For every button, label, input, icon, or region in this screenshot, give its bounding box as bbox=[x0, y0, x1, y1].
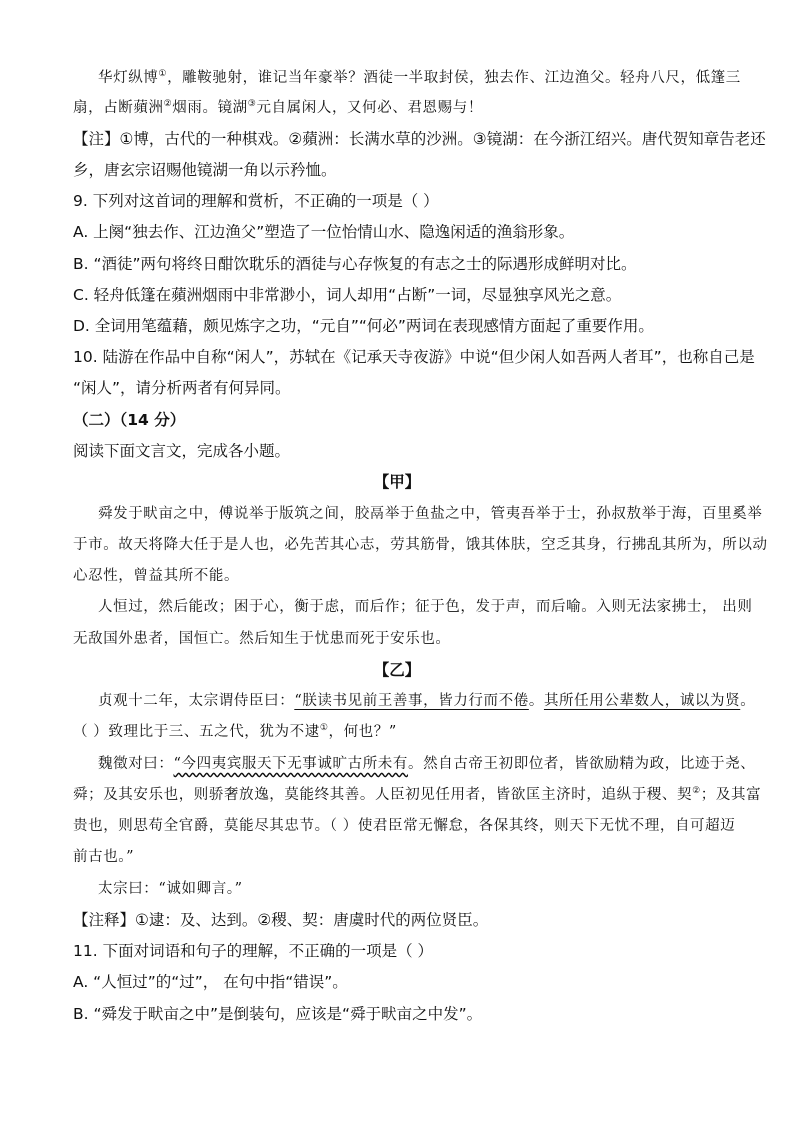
passage-jia-line: 无敌国外患者，国恒亡。然后知生于忧患而死于安乐也。 bbox=[73, 631, 451, 647]
question-11-option-a: A. “人恒过”的“过”， 在句中指“错误”。 bbox=[73, 973, 348, 991]
passage-text: （ ）致理比于三、五之代，犹为不逮 bbox=[73, 724, 320, 740]
question-9-option-a: A. 上阕“独去作、江边渔父”塑造了一位怡情山水、隐逸闲适的渔翁形象。 bbox=[73, 223, 575, 241]
section-2-title: （二）（14 分） bbox=[73, 411, 186, 429]
underlined-sentence: “朕读书见前王善事，皆力行而不倦 bbox=[294, 693, 529, 709]
passage-yi-title: 【乙】 bbox=[373, 661, 421, 679]
question-11-option-b: B. “舜发于畎亩之中”是倒装句，应该是“舜于畎亩之中发”。 bbox=[73, 1005, 483, 1023]
poem-note-line-2: 乡，唐玄宗诏赐他镜湖一角以示矜恤。 bbox=[73, 161, 337, 179]
poem-line-1 bbox=[98, 67, 758, 89]
question-9-option-c: C. 轻舟低篷在蘋洲烟雨中非常渺小，词人却用“占断”一词，尽显独享风光之意。 bbox=[73, 286, 622, 304]
wavy-underlined-sentence: “今四夷宾服天下无事诚旷古所未有 bbox=[173, 756, 409, 772]
passage-text: ；及其富 bbox=[700, 787, 762, 803]
question-9-option-d: D. 全词用笔蕴藉，颇见炼字之功，“元自”“何必”两词在表现感情方面起了重要作用。 bbox=[73, 317, 654, 335]
passage-text: ，何也？” bbox=[328, 724, 397, 740]
passage-text: 。 bbox=[740, 693, 756, 709]
question-9-option-b: B. “酒徒”两句将终日酣饮耽乐的酒徒与心存恢复的有志之士的际遇形成鲜明对比。 bbox=[73, 255, 637, 273]
poem-text: 元自属闲人，又何必、君恩赐与！ bbox=[256, 100, 483, 116]
question-10-line-1: 10. 陆游在作品中自称“闲人”，苏轼在《记承天寺夜游》中说“但少闲人如吾两人者耳”，也称自己是 bbox=[73, 348, 755, 366]
passage-yi-line: 前古也。” bbox=[73, 849, 135, 865]
passage-jia-line: 于市。故天将降大任于是人也，必先苦其心志，劳其筋骨，饿其体肤，空乏其身，行拂乱其所为，所以动 bbox=[73, 537, 768, 553]
passage-yi-line bbox=[98, 753, 758, 775]
passage-text: 舜；及其安乐也，则骄奢放逸，莫能终其善。人臣初见任用者，皆欲匡主济时，追纵于稷、契 bbox=[73, 787, 693, 803]
passage-jia-line: 舜发于畎亩之中，傅说举于版筑之间，胶鬲举于鱼盐之中，管夷吾举于士，孙叔敖举于海，百里奚举 bbox=[98, 506, 763, 522]
poem-text: 华灯纵博 bbox=[98, 70, 159, 86]
passage-yi-note: 【注释】①逮：及、达到。②稷、契：唐虞时代的两位贤臣。 bbox=[73, 911, 489, 929]
poem-line-2 bbox=[73, 97, 733, 119]
section-2-instruction: 阅读下面文言文，完成各小题。 bbox=[73, 442, 291, 460]
passage-text: 。然自古帝王初即位者，皆欲励精为政，比迹于尧、 bbox=[408, 756, 756, 772]
poem-note-line-1: 【注】①博，古代的一种棋戏。②蘋洲：长满水草的沙洲。③镜湖：在今浙江绍兴。唐代贺知章告老还 bbox=[73, 130, 766, 148]
passage-yi-line bbox=[98, 690, 758, 712]
question-9-stem: 9. 下列对这首词的理解和赏析，不正确的一项是（ ） bbox=[73, 192, 439, 210]
passage-yi-line: 太宗曰：“诚如卿言。” bbox=[98, 881, 243, 897]
underlined-sentence: 其所任用公辈数人，诚以为贤 bbox=[543, 693, 741, 709]
question-11-stem: 11. 下面对词语和句子的理解，不正确的一项是（ ） bbox=[73, 942, 434, 960]
poem-text: 烟雨。镜湖 bbox=[172, 100, 248, 116]
passage-text: 魏徵对曰： bbox=[98, 756, 174, 772]
passage-jia-line: 人恒过，然后能改；困于心，衡于虑，而后作；征于色，发于声，而后喻。入则无法家拂士， 出则 bbox=[98, 599, 753, 615]
passage-yi-line bbox=[73, 721, 733, 743]
note-mark: ② bbox=[692, 786, 701, 797]
note-mark: ③ bbox=[247, 99, 257, 110]
passage-yi-line: 贵也，则思苟全官爵，莫能尽其忠节。（ ）使君臣常无懈怠，各保其终，则天下无忧不理，自可超迈 bbox=[73, 818, 736, 834]
passage-jia-line: 心忍性，曾益其所不能。 bbox=[73, 568, 240, 584]
passage-text: 。 bbox=[528, 693, 544, 709]
passage-text: 贞观十二年，太宗谓侍臣曰： bbox=[98, 693, 295, 709]
note-mark: ① bbox=[158, 69, 168, 80]
poem-text: 扇，占断蘋洲 bbox=[73, 100, 164, 116]
passage-jia-title: 【甲】 bbox=[373, 473, 421, 491]
poem-text: ，雕鞍驰射，谁记当年豪举？酒徒一半取封侯，独去作、江边渔父。轻舟八尺，低篷三 bbox=[167, 70, 741, 86]
passage-yi-line bbox=[73, 784, 762, 806]
note-mark: ② bbox=[163, 99, 173, 110]
note-mark: ① bbox=[319, 723, 329, 734]
question-10-line-2: “闲人”，请分析两者有何异同。 bbox=[73, 379, 291, 397]
